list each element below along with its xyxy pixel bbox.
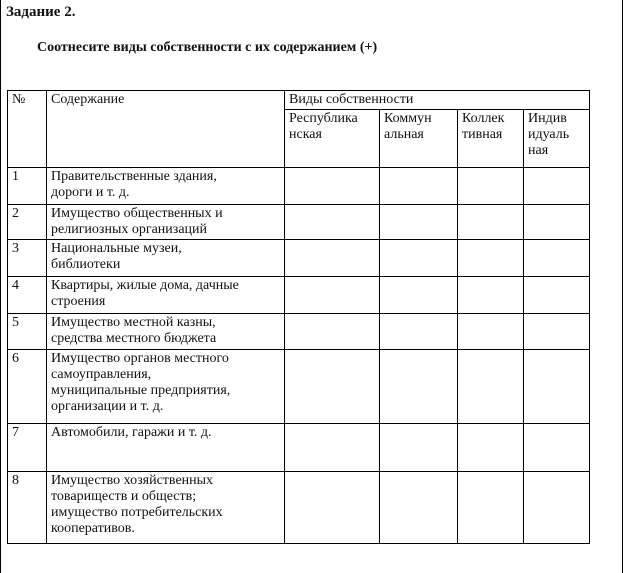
header-type-line: идуаль [528, 127, 570, 143]
answer-cell[interactable] [524, 277, 590, 314]
header-type-4 [524, 110, 590, 168]
table-row [8, 205, 590, 240]
row-content-line: Имущество хозяйственных [51, 473, 214, 488]
answer-cell[interactable] [380, 472, 458, 544]
answer-cell[interactable] [380, 314, 458, 350]
table-row [8, 240, 590, 277]
answer-cell[interactable] [524, 240, 590, 277]
row-content-line: Имущество местной казны, [51, 315, 216, 330]
answer-cell[interactable] [380, 168, 458, 205]
header-type-1 [285, 110, 380, 168]
header-type-line: Индив [528, 111, 567, 126]
answer-cell[interactable] [524, 314, 590, 350]
row-content-line: Национальные музеи, [51, 241, 182, 256]
answer-cell[interactable] [285, 240, 380, 277]
table-row [8, 277, 590, 314]
answer-cell[interactable] [380, 240, 458, 277]
header-type-line: нская [289, 127, 322, 143]
row-content-line: Квартиры, жилые дома, дачные [51, 278, 239, 293]
table-row [8, 472, 590, 544]
row-number: 3 [8, 240, 47, 277]
answer-cell[interactable] [458, 424, 524, 472]
answer-cell[interactable] [380, 205, 458, 240]
table-row [8, 314, 590, 350]
row-content-line: строения [51, 294, 106, 310]
row-content-line: Правительственные здания, [51, 169, 217, 184]
header-ownership-types: Виды собственности [285, 91, 590, 110]
row-number: 8 [8, 472, 47, 544]
row-content [47, 277, 285, 314]
answer-cell[interactable] [285, 424, 380, 472]
task-instruction: Соотнесите виды собственности с их содержанием (+) [37, 40, 378, 55]
row-number: 7 [8, 424, 47, 472]
header-type-line: Коллек [462, 111, 505, 126]
row-number: 5 [8, 314, 47, 350]
row-content-line: средства местного бюджета [51, 331, 217, 347]
header-type-line: тивная [462, 127, 503, 143]
answer-cell[interactable] [285, 314, 380, 350]
header-type-3 [458, 110, 524, 168]
answer-cell[interactable] [524, 168, 590, 205]
answer-cell[interactable] [380, 350, 458, 424]
row-content-line: кооперативов. [51, 521, 135, 537]
row-content-line: Имущество органов местного [51, 351, 229, 366]
row-number: 6 [8, 350, 47, 424]
answer-cell[interactable] [458, 277, 524, 314]
row-content [47, 240, 285, 277]
header-type-line: Коммун [384, 111, 432, 126]
answer-cell[interactable] [285, 350, 380, 424]
answer-cell[interactable] [380, 424, 458, 472]
row-content-line: дороги и т. д. [51, 185, 130, 201]
header-type-line: ная [528, 143, 549, 159]
row-number: 4 [8, 277, 47, 314]
page-border-left [0, 0, 1, 573]
row-content-line: религиозных организаций [51, 222, 208, 238]
table-row [8, 350, 590, 424]
header-content: Содержание [47, 91, 285, 168]
answer-cell[interactable] [285, 472, 380, 544]
task-title: Задание 2. [6, 4, 76, 20]
answer-cell[interactable] [524, 350, 590, 424]
row-content-line: муниципальные предприятия, [51, 383, 231, 399]
header-number: № [8, 91, 47, 168]
answer-cell[interactable] [458, 240, 524, 277]
row-number: 2 [8, 205, 47, 240]
header-type-2 [380, 110, 458, 168]
answer-cell[interactable] [458, 350, 524, 424]
header-type-line: Республика [289, 111, 358, 126]
answer-cell[interactable] [458, 314, 524, 350]
answer-cell[interactable] [458, 168, 524, 205]
answer-cell[interactable] [524, 205, 590, 240]
row-content-line: Автомобили, гаражи и т. д. [51, 425, 212, 440]
ownership-table [7, 90, 590, 544]
row-content [47, 424, 285, 472]
answer-cell[interactable] [285, 277, 380, 314]
header-type-line: альная [384, 127, 424, 143]
row-content [47, 472, 285, 544]
answer-cell[interactable] [458, 205, 524, 240]
table-row [8, 424, 590, 472]
row-number: 1 [8, 168, 47, 205]
answer-cell[interactable] [524, 472, 590, 544]
row-content [47, 205, 285, 240]
row-content-line: самоуправления, [51, 367, 152, 383]
row-content [47, 350, 285, 424]
row-content-line: товариществ и обществ; [51, 489, 197, 505]
answer-cell[interactable] [285, 168, 380, 205]
row-content-line: организации и т. д. [51, 399, 164, 415]
row-content-line: имущество потребительских [51, 505, 223, 521]
row-content-line: библиотеки [51, 257, 121, 273]
table-row [8, 168, 590, 205]
row-content [47, 314, 285, 350]
row-content-line: Имущество общественных и [51, 206, 223, 221]
answer-cell[interactable] [380, 277, 458, 314]
answer-cell[interactable] [524, 424, 590, 472]
answer-cell[interactable] [458, 472, 524, 544]
answer-cell[interactable] [285, 205, 380, 240]
row-content [47, 168, 285, 205]
